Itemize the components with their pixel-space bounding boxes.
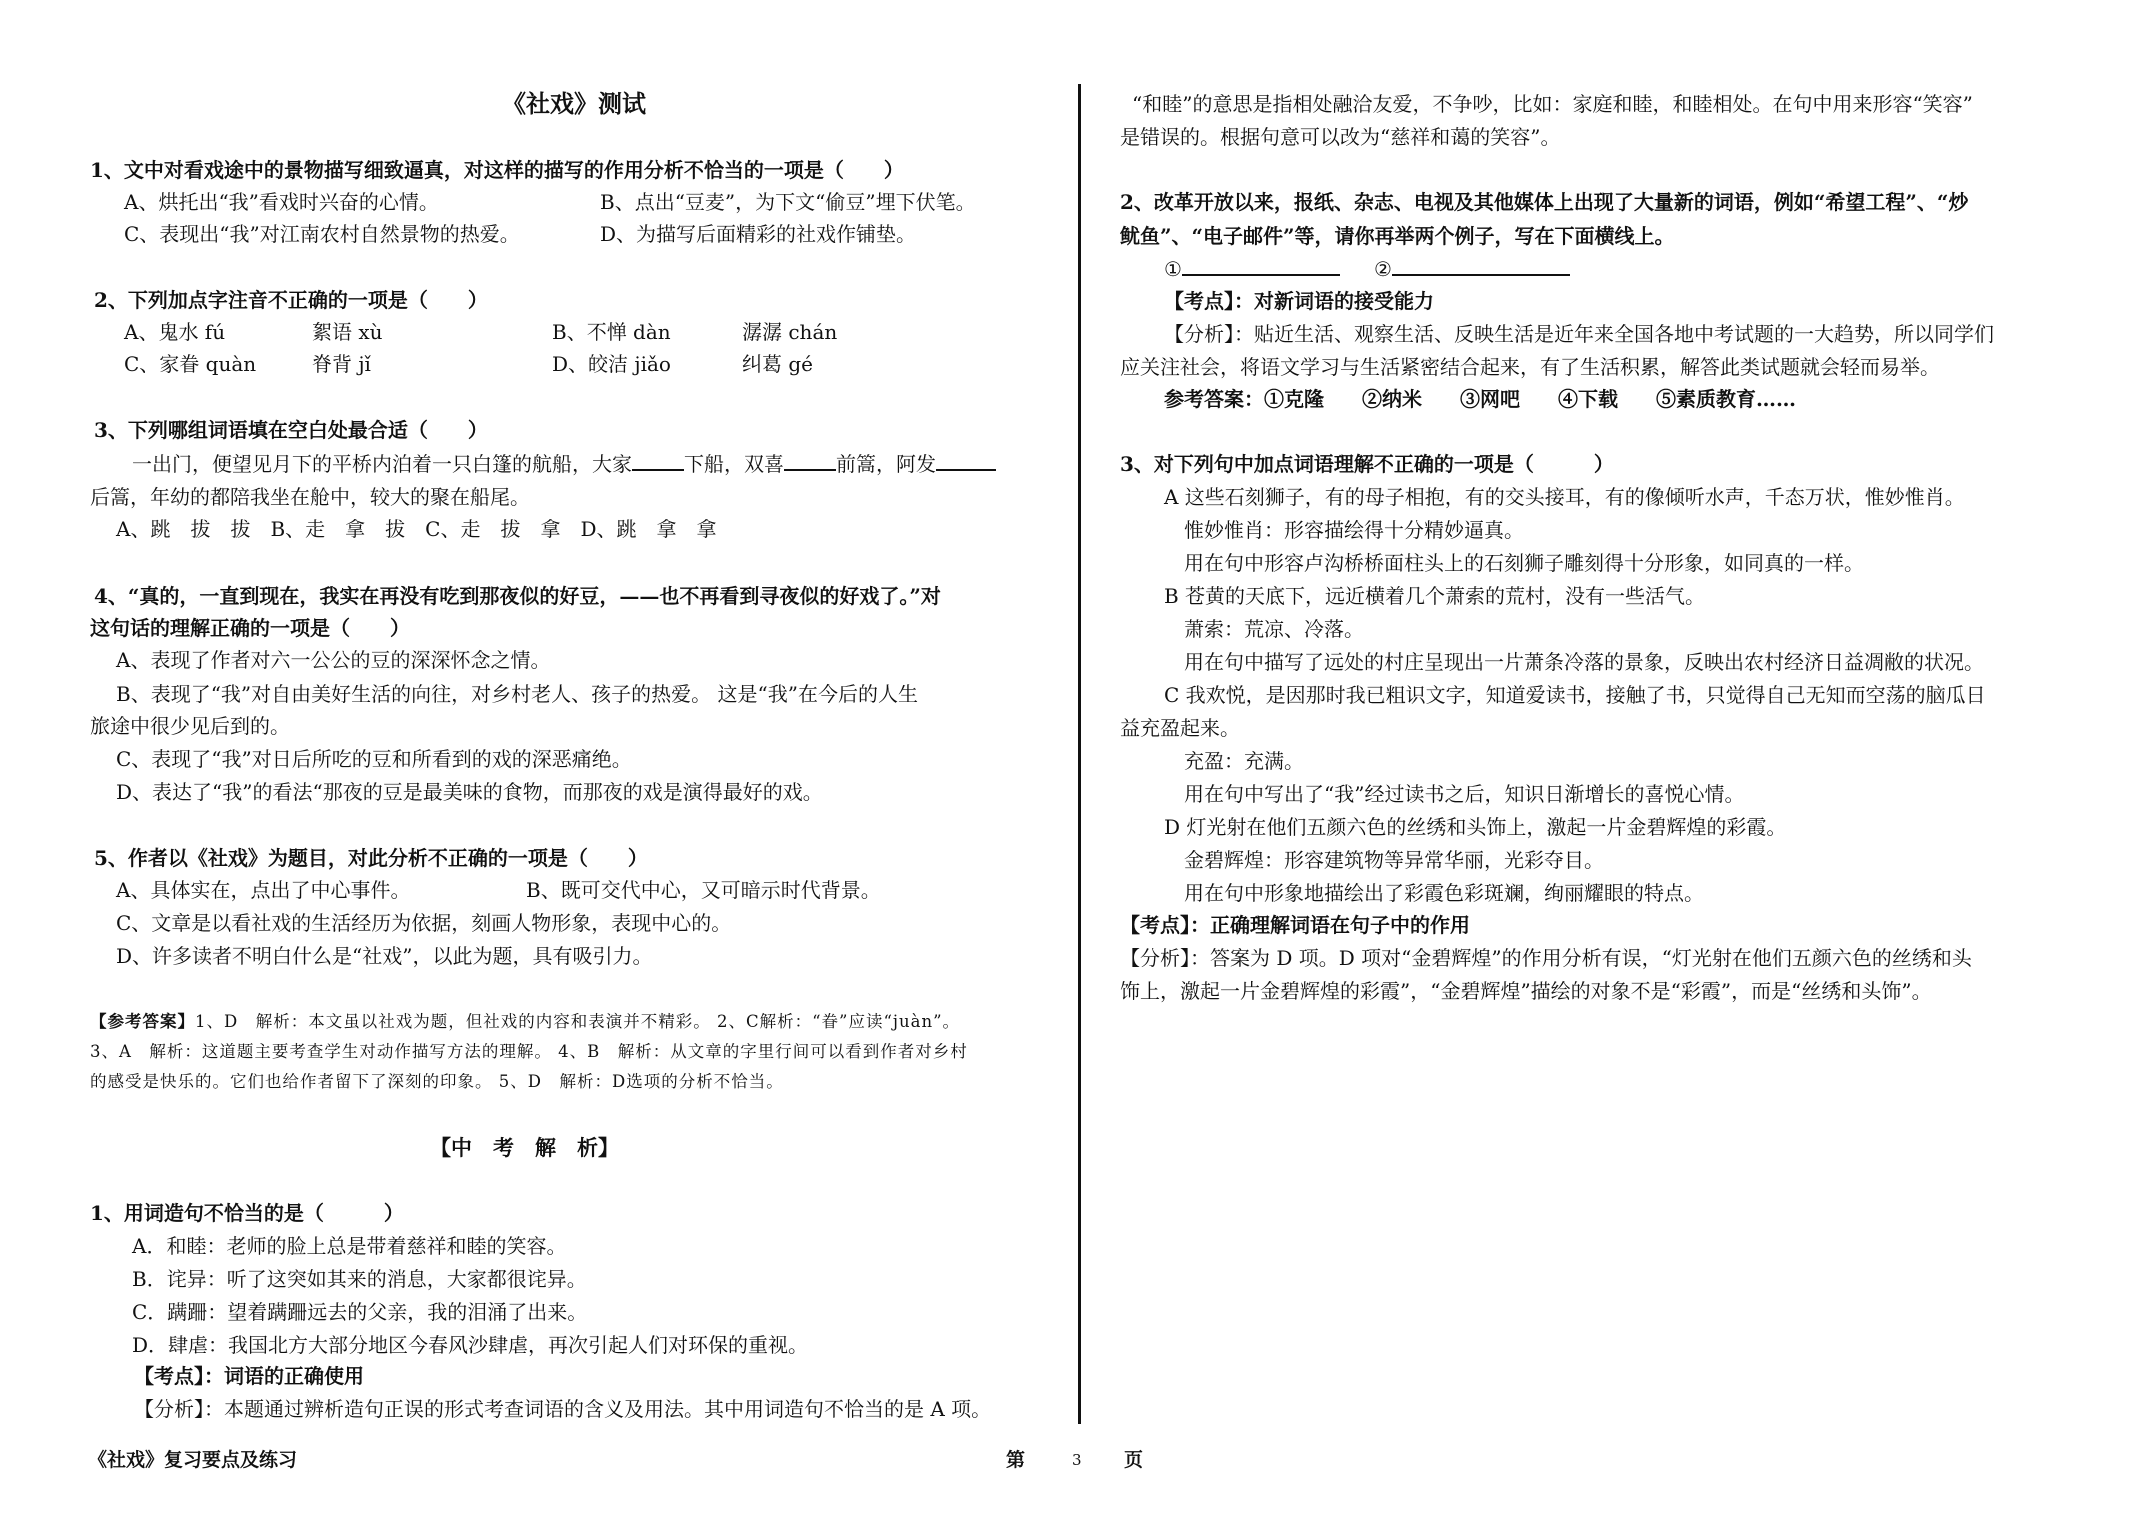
q4-option-c: C、表现了“我”对日后所吃的豆和所看到的戏的深恶痛绝。 — [116, 747, 632, 771]
footer-page-prefix: 第 — [1006, 1449, 1026, 1471]
e1-option-d: D．肆虐：我国北方大部分地区今春风沙肆虐，再次引起人们对环保的重视。 — [132, 1333, 809, 1357]
q5-option-b: B、既可交代中心，又可暗示时代背景。 — [526, 878, 881, 902]
e3-option-c-line1: C 我欢悦，是因那时我已粗识文字，知道爱读书，接触了书，只觉得自己无知而空荡的脑瓜日 — [1164, 683, 1986, 707]
q2-option-b: B、不惮 dàn — [552, 320, 671, 344]
e1-stem: 1、用词造句不恰当的是（ ） — [90, 1201, 404, 1225]
q2-option-a2: 絮语 xù — [312, 320, 383, 344]
e1-option-c: C．蹒跚：望着蹒跚远去的父亲，我的泪涌了出来。 — [132, 1300, 588, 1324]
q5-option-c: C、文章是以看社戏的生活经历为依据，刻画人物形象，表现中心的。 — [116, 911, 732, 935]
q3-passage-line2: 后篙，年幼的都陪我坐在舱中，较大的聚在船尾。 — [90, 485, 530, 509]
q2-option-b2: 潺潺 chán — [742, 320, 838, 344]
e2-blank-1[interactable] — [1182, 256, 1340, 276]
e2-reference-answers — [1164, 385, 1834, 413]
q3-blank-2 — [784, 451, 836, 471]
q1-option-b: B、点出“豆麦”，为下文“偷豆”埋下伏笔。 — [600, 190, 976, 214]
q5-stem: 5、作者以《社戏》为题目，对此分析不正确的一项是（ ） — [94, 846, 648, 870]
q3-passage-b: 下船，双喜 — [684, 452, 784, 476]
e2-answer-blanks — [1164, 255, 1570, 283]
q2-option-c: C、家眷 quàn — [124, 352, 257, 376]
q4-option-d: D、表达了“我”的看法“那夜的豆是最美味的食物，而那夜的戏是演得最好的戏。 — [116, 780, 823, 804]
e3-option-d-line1: D 灯光射在他们五颜六色的丝绣和头饰上，激起一片金碧辉煌的彩霞。 — [1164, 815, 1787, 839]
q4-option-b-line1: B、表现了“我”对自由美好生活的向往，对乡村老人、孩子的热爱。 这是“我”在今后的人生 — [116, 682, 918, 706]
q3-passage-line1 — [132, 450, 996, 478]
e2-stem-line1: 2、改革开放以来，报纸、杂志、电视及其他媒体上出现了大量新的词语，例如“希望工程”、“炒 — [1120, 190, 1969, 214]
q3-options: A、跳 拔 拔 B、走 拿 拔 C、走 拔 拿 D、跳 拿 拿 — [116, 517, 717, 541]
footer-doc-title: 《社戏》复习要点及练习 — [88, 1449, 298, 1471]
q4-stem-line2: 这句话的理解正确的一项是（ ） — [90, 616, 410, 640]
e3-option-a-line3: 用在句中形容卢沟桥桥面柱头上的石刻狮子雕刻得十分形象，如同真的一样。 — [1184, 551, 1864, 575]
e2-fenxi-line2: 应关注社会，将语文学习与生活紧密结合起来，有了生活积累，解答此类试题就会轻而易举。 — [1120, 355, 1940, 379]
q2-option-c2: 脊背 jǐ — [312, 352, 371, 376]
q4-option-b-line2: 旅途中很少见后到的。 — [90, 714, 290, 738]
q3-passage-c: 前篙，阿发 — [836, 452, 936, 476]
exam-analysis-heading: 【中 考 解 析】 — [430, 1135, 619, 1160]
q4-stem-line1: 4、“真的，一直到现在，我实在再没有吃到那夜似的好豆，——也不再看到寻夜似的好戏了。”对 — [94, 584, 941, 608]
answers-line2: 3、A 解析：这道题主要考查学生对动作描写方法的理解。 4、B 解析：从文章的字里行间可以看到作者对乡村 — [90, 1042, 968, 1061]
e2-stem-line2: 鱿鱼”、“电子邮件”等，请你再举两个例子，写在下面横线上。 — [1120, 224, 1675, 248]
q1-stem: 1、文中对看戏途中的景物描写细致逼真，对这样的描写的作用分析不恰当的一项是（ ） — [90, 158, 904, 182]
q1-option-c: C、表现出“我”对江南农村自然景物的热爱。 — [124, 222, 520, 246]
e3-option-b-line1: B 苍黄的天底下，远近横着几个萧索的荒村，没有一些活气。 — [1164, 584, 1706, 608]
e1-continued-line1: “和睦”的意思是指相处融洽友爱，不争吵，比如：家庭和睦，和睦相处。在句中用来形容“笑容” — [1132, 92, 1973, 116]
e3-option-b-line3: 用在句中描写了远处的村庄呈现出一片萧条冷落的景象，反映出农村经济日益凋敝的状况。 — [1184, 650, 1984, 674]
e3-kaodian: 【考点】：正确理解词语在句子中的作用 — [1120, 913, 1470, 937]
q3-passage-a: 一出门，便望见月下的平桥内泊着一只白篷的航船，大家 — [132, 452, 632, 476]
e1-option-a: A．和睦：老师的脸上总是带着慈祥和睦的笑容。 — [132, 1234, 567, 1258]
e3-option-a-line2: 惟妙惟肖：形容描绘得十分精妙逼真。 — [1184, 518, 1524, 542]
answers-label: 【参考答案】 — [90, 1012, 195, 1031]
footer-page-suffix: 页 — [1124, 1449, 1144, 1471]
answers-line1 — [90, 1008, 960, 1036]
e2-blank-1-label: ① — [1164, 257, 1182, 281]
footer-page-number: 3 — [1072, 1451, 1082, 1469]
e3-fenxi-line2: 饰上，激起一片金碧辉煌的彩霞”，“金碧辉煌”描绘的对象不是“彩霞”，而是“丝绣和头饰”。 — [1120, 979, 1932, 1003]
e3-option-c-line3: 充盈：充满。 — [1184, 749, 1304, 773]
q2-stem: 2、下列加点字注音不正确的一项是（ ） — [94, 288, 488, 312]
e3-option-c-line4: 用在句中写出了“我”经过读书之后，知识日渐增长的喜悦心情。 — [1184, 782, 1745, 806]
e2-answer-2: ②纳米 — [1362, 387, 1422, 411]
q3-blank-1 — [632, 451, 684, 471]
e2-answer-label: 参考答案： — [1164, 387, 1264, 411]
q2-option-d: D、皎洁 jiǎo — [552, 352, 671, 376]
q5-option-d: D、许多读者不明白什么是“社戏”，以此为题，具有吸引力。 — [116, 944, 653, 968]
e2-answer-5: ⑤素质教育…… — [1656, 387, 1796, 411]
q3-blank-3 — [936, 451, 996, 471]
q1-option-a: A、烘托出“我”看戏时兴奋的心情。 — [124, 190, 439, 214]
e3-stem: 3、对下列句中加点词语理解不正确的一项是（ ） — [1120, 452, 1614, 476]
e2-kaodian: 【考点】：对新词语的接受能力 — [1164, 289, 1434, 313]
q4-option-a: A、表现了作者对六一公公的豆的深深怀念之情。 — [116, 648, 551, 672]
e3-option-d-line3: 用在句中形象地描绘出了彩霞色彩斑斓，绚丽耀眼的特点。 — [1184, 881, 1704, 905]
answers-text-1: 1、D 解析：本文虽以社戏为题，但社戏的内容和表演并不精彩。 2、C解析：“眷”应读“juàn”。 — [195, 1012, 961, 1031]
e3-option-d-line2: 金碧辉煌：形容建筑物等异常华丽，光彩夺目。 — [1184, 848, 1604, 872]
e1-fenxi: 【分析】：本题通过辨析造句正误的形式考查词语的含义及用法。其中用词造句不恰当的是 A 项。 — [134, 1397, 992, 1421]
e1-continued-line2: 是错误的。根据句意可以改为“慈祥和蔼的笑容”。 — [1120, 125, 1561, 149]
e3-option-b-line2: 萧索：荒凉、冷落。 — [1184, 617, 1364, 641]
e2-blank-2-label: ② — [1373, 257, 1392, 281]
e1-option-b: B．诧异：听了这突如其来的消息，大家都很诧异。 — [132, 1267, 587, 1291]
e3-option-a-line1: A 这些石刻狮子，有的母子相抱，有的交头接耳，有的像倾听水声，千态万状，惟妙惟肖。 — [1164, 485, 1965, 509]
e2-blank-2[interactable] — [1392, 256, 1570, 276]
column-divider — [1078, 84, 1081, 1424]
q1-option-d: D、为描写后面精彩的社戏作铺垫。 — [600, 222, 917, 246]
e1-kaodian: 【考点】：词语的正确使用 — [134, 1364, 364, 1388]
e2-answer-4: ④下载 — [1558, 387, 1618, 411]
q3-stem: 3、下列哪组词语填在空白处最合适（ ） — [94, 418, 488, 442]
e3-option-c-line2: 益充盈起来。 — [1120, 716, 1240, 740]
e2-fenxi-line1: 【分析】：贴近生活、观察生活、反映生活是近年来全国各地中考试题的一大趋势，所以同学们 — [1164, 322, 1994, 346]
page-title: 《社戏》测试 — [502, 89, 646, 118]
q2-option-d2: 纠葛 gé — [742, 352, 813, 376]
answers-line3: 的感受是快乐的。它们也给作者留下了深刻的印象。 5、D 解析：D选项的分析不恰当。 — [90, 1072, 784, 1091]
e3-fenxi-line1: 【分析】：答案为 D 项。D 项对“金碧辉煌”的作用分析有误，“灯光射在他们五颜六色的丝绣和头 — [1120, 946, 1972, 970]
q2-option-a: A、鬼水 fú — [124, 320, 226, 344]
e2-answer-3: ③网吧 — [1460, 387, 1520, 411]
q5-option-a: A、具体实在，点出了中心事件。 — [116, 878, 411, 902]
e2-answer-1: ①克隆 — [1264, 387, 1324, 411]
